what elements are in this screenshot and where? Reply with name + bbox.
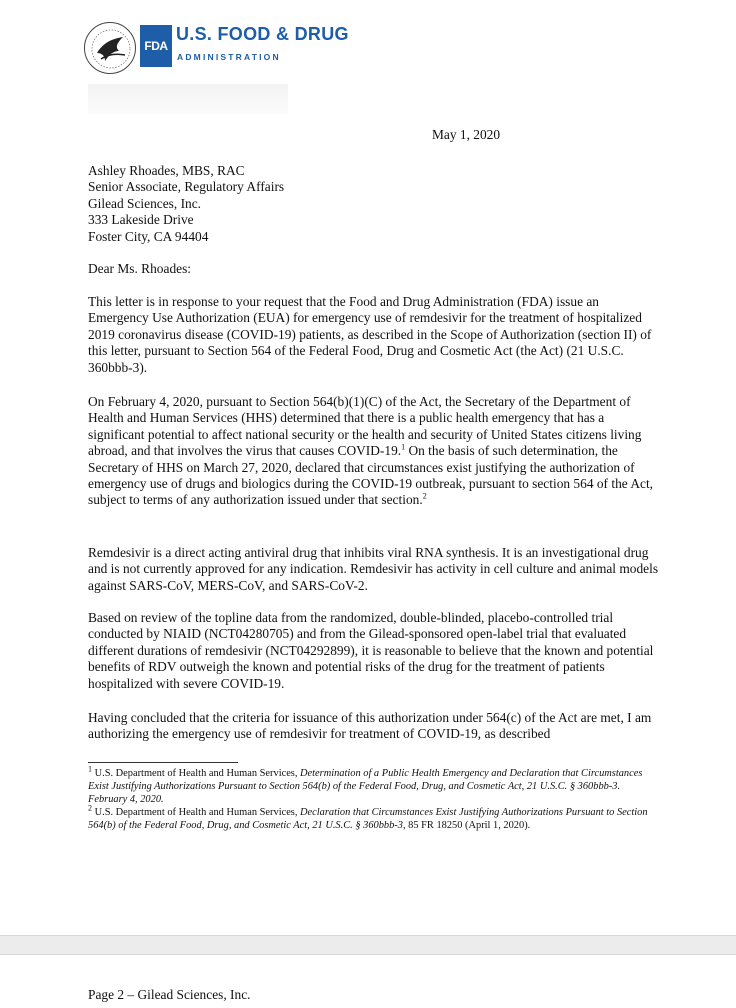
footnote-2 [88,803,648,832]
letter-date: May 1, 2020 [432,127,501,142]
paragraph-2-part-b: On the basis of such determination, the Secretary of HHS on March 27, 2020, declared that circumstances exist justifying the authorization of emergency use of drugs and biologics during the COVID-19 outbreak, pursuant to section 564 of the Act, subject to terms of any authorization issued under that section. [88,443,654,508]
footnote-ref-1: 1 [401,442,406,452]
page-separator [0,935,736,955]
footnotes [88,764,648,832]
footnote-divider [88,762,238,763]
paragraph-1: This letter is in response to your request that the Food and Drug Administration (FDA) issue an Emergency Use Authorization (EUA) for emergency use of remdesivir for the treatment of hospitalized 2019 coronavirus disease (COVID-19) patients, as described in the Scope of Authorization (section II) of this letter, pursuant to Section 564 of the Federal Food, Drug and Cosmetic Act (the Act) (21 U.S.C. 360bbb-3). [88,294,652,375]
agency-subtitle: ADMINISTRATION [177,52,281,62]
letter-page-2 [0,955,736,1008]
footnote-2-source: U.S. Department of Health and Human Services, [92,807,301,818]
recipient-title: Senior Associate, Regulatory Affairs [88,179,285,195]
footnote-2-title: Declaration that Circumstances Exist Justifying Authorizations Pursuant to Section 564(b) of the Federal Food, Drug, and Cosmetic Act, 21 U.S.C. § 360bbb-3 [88,807,648,831]
footnote-1-source: U.S. Department of Health and Human Services, [92,768,301,779]
recipient-street: 333 Lakeside Drive [88,212,194,228]
paragraph-2-part-a: On February 4, 2020, pursuant to Section 564(b)(1)(C) of the Act, the Secretary of the Department of Health and Human Services (HHS) determined that there is a public health emergency that has a significant potential to affect national security or the health and security of United States citizens living abroad, and that involves the virus that causes COVID-19. [88,394,642,459]
footnote-2-citation: , 85 FR 18250 (April 1, 2020). [402,820,531,831]
page-2-header: Page 2 – Gilead Sciences, Inc. [88,987,251,1002]
blurred-letterhead [88,84,288,114]
paragraph-4: Based on review of the topline data from the randomized, double-blinded, placebo-controlled trial conducted by NIAID (NCT04280705) and from the Gilead-sponsored open-label trial that evaluated different durations of remdesivir (NCT04292899), it is reasonable to believe that the known and potential benefits of RDV outweigh the known and potential risks of the drug for the treatment of patients hospitalized with severe COVID-19. [88,610,654,691]
footnote-1 [88,764,648,806]
paragraph-3: Remdesivir is a direct acting antiviral drug that inhibits viral RNA synthesis. It is an investigational drug and is not currently approved for any indication. Remdesivir has activity in cell culture and animal models against SARS-CoV, MERS-CoV, and SARS-CoV-2. [88,545,659,593]
recipient-city: Foster City, CA 94404 [88,228,209,244]
fda-badge: FDA [140,25,172,67]
agency-name: U.S. FOOD & DRUG [176,24,349,44]
paragraph-2 [88,394,660,509]
footnote-1-number: 1 [88,764,92,774]
hhs-seal-icon [84,22,136,74]
footnote-1-title: Determination of a Public Health Emergency and Declaration that Circumstances Exist Justifying Authorizations Pursuant to Section 564(b) of the Federal Food, Drug, and Cosmetic Act, 21 U.S.C. § 360bbb-3. February 4, 2020. [88,768,643,805]
recipient-name: Ashley Rhoades, MBS, RAC [88,163,245,178]
recipient-address [88,163,660,245]
recipient-company: Gilead Sciences, Inc. [88,195,202,211]
salutation: Dear Ms. Rhoades: [88,261,192,276]
paragraph-5: Having concluded that the criteria for issuance of this authorization under 564(c) of the Act are met, I am authorizing the emergency use of remdesivir for treatment of COVID-19, as described [88,710,652,742]
footnote-2-number: 2 [88,803,92,813]
footnote-ref-2: 2 [422,491,427,501]
